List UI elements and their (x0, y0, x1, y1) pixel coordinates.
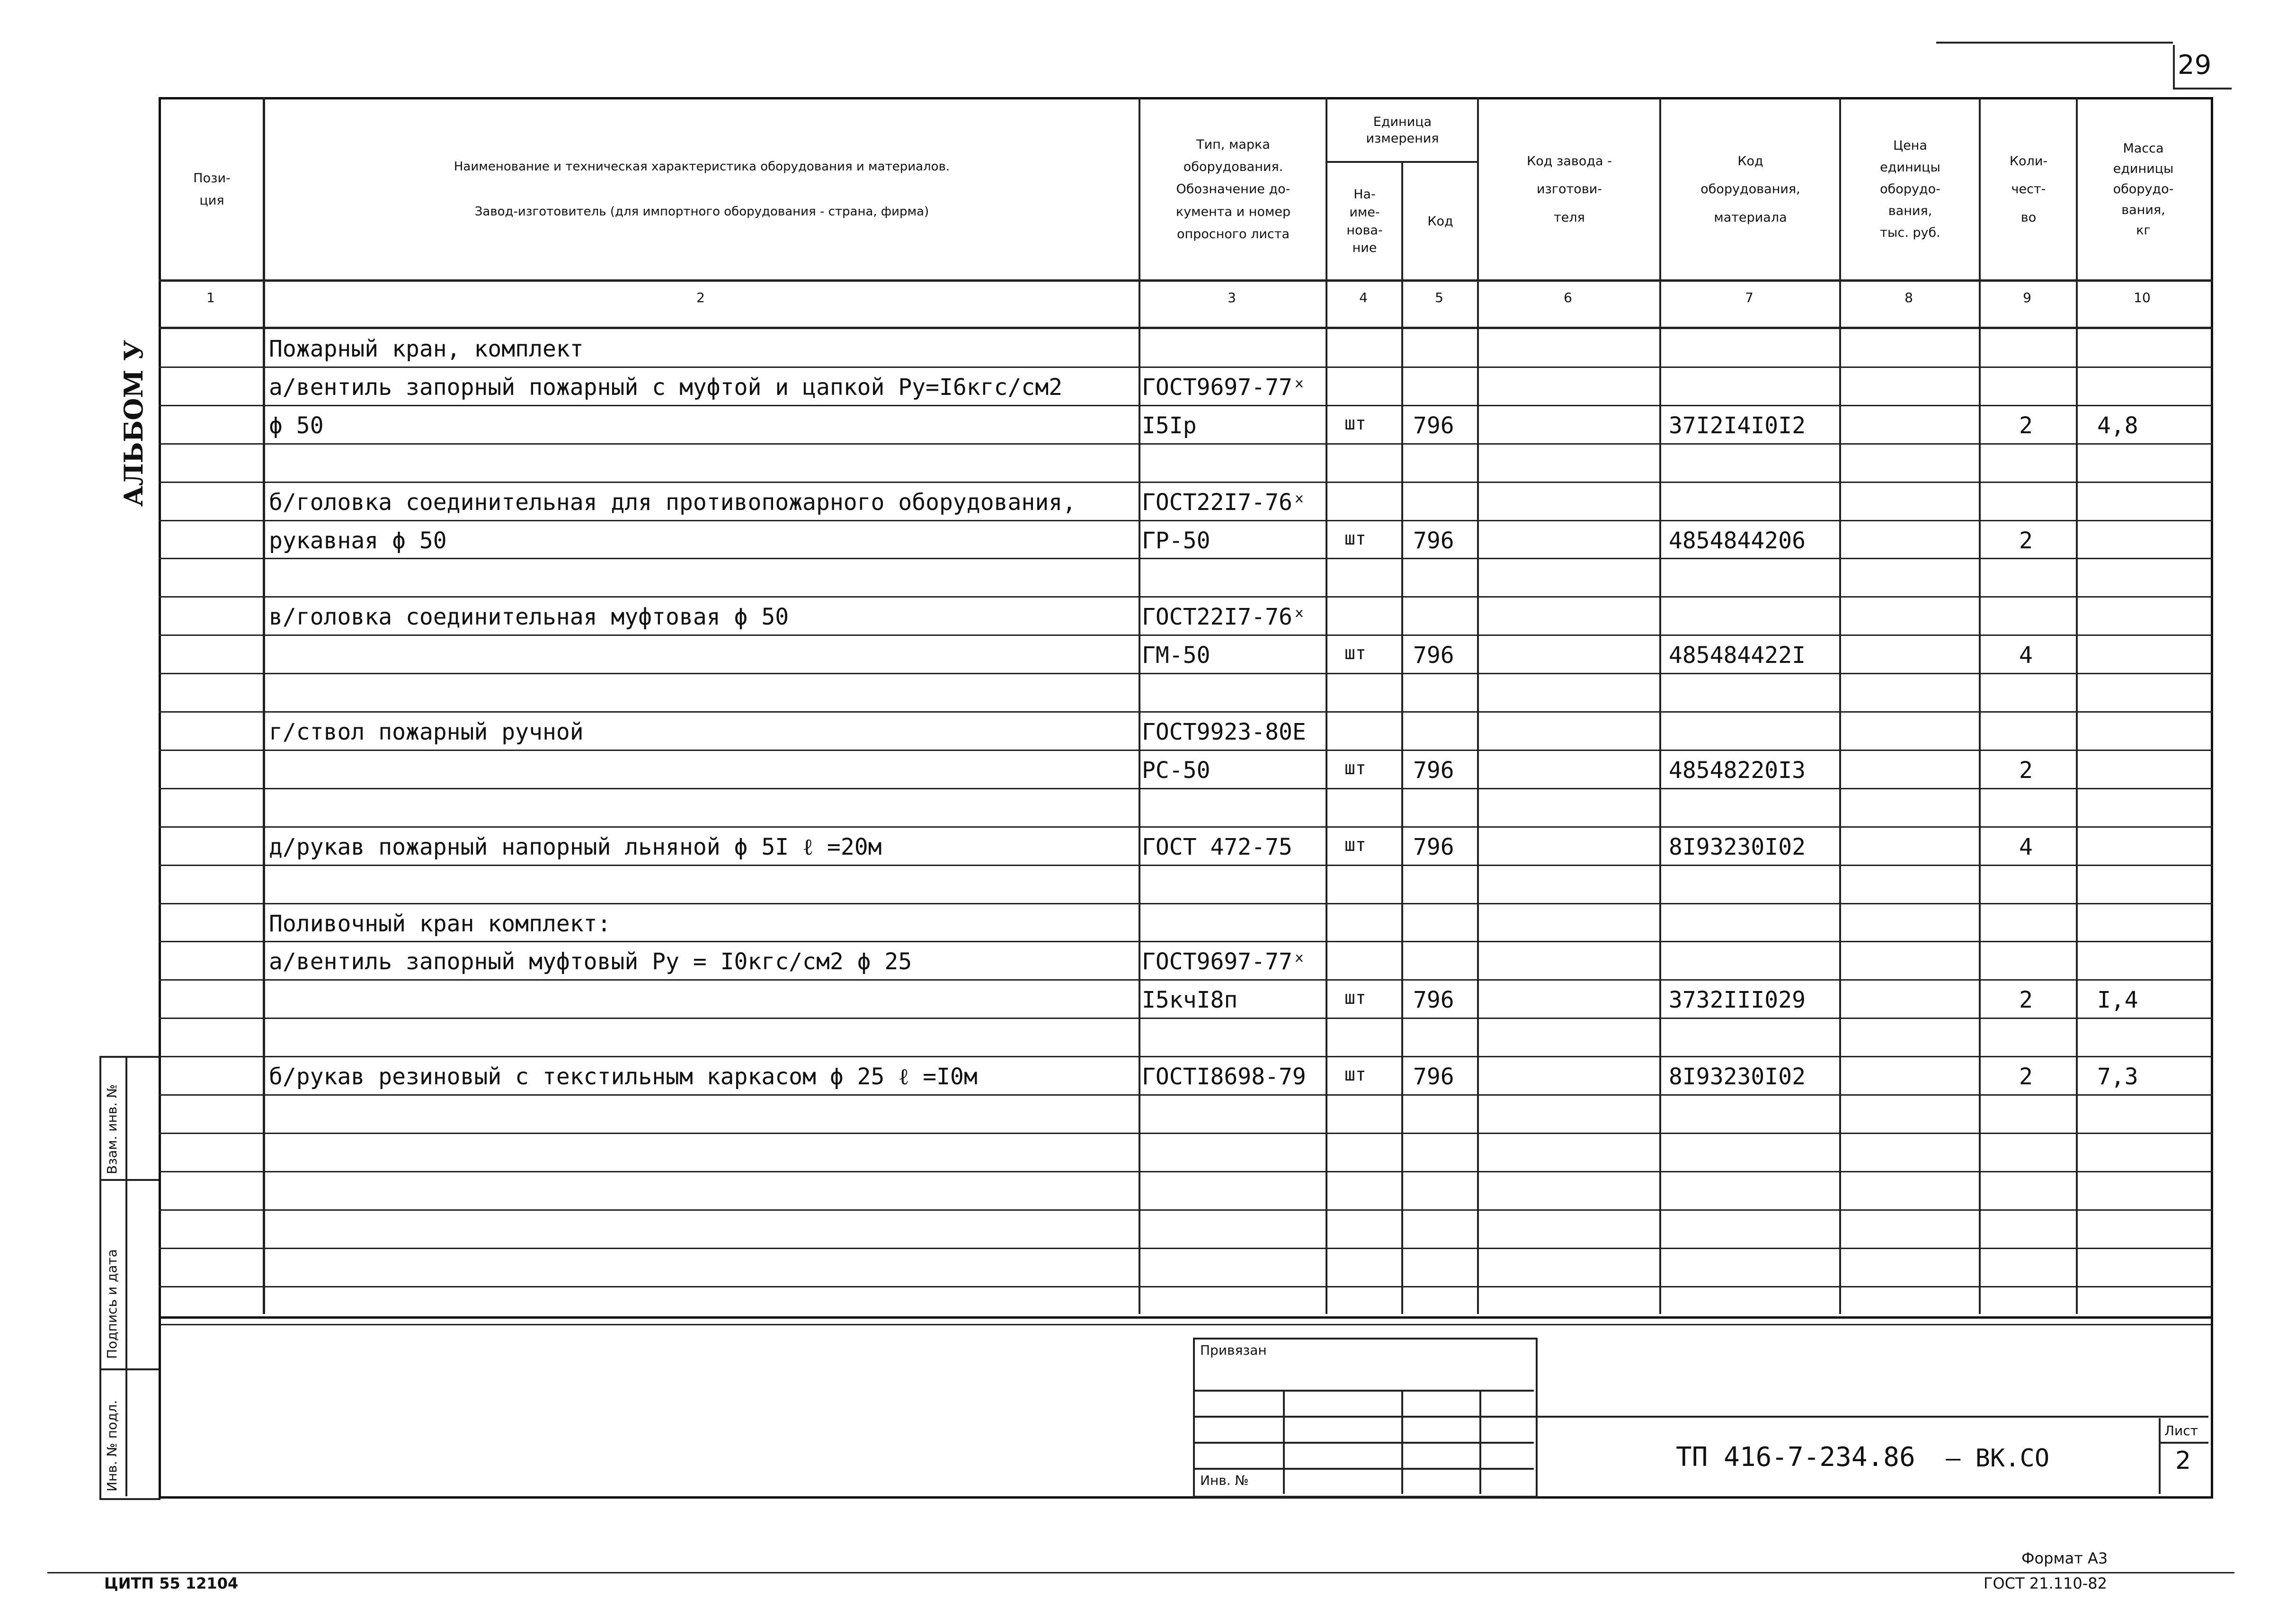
row-name: рукавная ϕ 50 (269, 527, 447, 554)
row-quantity: 4 (2019, 833, 2033, 860)
binding-col-1 (1283, 1390, 1285, 1494)
row-name: Пожарный кран, комплект (269, 336, 584, 362)
album-label: АЛЬБОМ У (118, 340, 149, 507)
table-row-line (159, 711, 2213, 713)
row-material-code: 8I93230I02 (1669, 1063, 1806, 1090)
document-code: ТП 416-7-234.86 (1676, 1442, 1915, 1473)
row-name: б/рукав резиновый с текстильным каркасом ϕ 25 ℓ =I0м (269, 1063, 978, 1090)
row-unit-code: 796 (1413, 987, 1454, 1014)
row-name: д/рукав пожарный напорный льняной ϕ 5I ℓ =20м (269, 833, 882, 860)
table-row-line (159, 366, 2213, 368)
column-number: 3 (1228, 290, 1236, 305)
row-mass: 4,8 (2097, 412, 2138, 439)
row-unit-code: 796 (1413, 1063, 1454, 1090)
column-number: 10 (2134, 290, 2151, 305)
column-number: 9 (2023, 290, 2031, 305)
row-quantity: 2 (2019, 527, 2033, 554)
side-stamp-divider (125, 1056, 127, 1496)
row-name: а/вентиль запорный муфтовый Ру = I0кгс/см2 ϕ 25 (269, 948, 912, 975)
col-line-5 (1477, 97, 1479, 1314)
column-number: 7 (1745, 290, 1753, 305)
row-unit-code: 796 (1413, 833, 1454, 860)
row-type: ГМ-50 (1142, 642, 1210, 669)
row-name: Поливочный кран комплект: (269, 910, 611, 937)
table-row-line (159, 405, 2213, 406)
table-row-line (159, 673, 2213, 674)
header-type: Тип, марка оборудования. Обозначение до- кумента и номер опросного листа (1175, 137, 1291, 241)
table-row-line (159, 1094, 2213, 1096)
table-row-line (159, 443, 2213, 445)
row-unit-code: 796 (1413, 412, 1454, 439)
row-type: ГОСТI8698-79 (1142, 1063, 1306, 1090)
table-row-line (159, 1018, 2213, 1019)
column-number: 1 (206, 290, 215, 305)
table-row-line (159, 865, 2213, 866)
row-type: ГОСТ22I7-76ˣ (1142, 604, 1306, 631)
table-row-line (159, 788, 2213, 789)
sheet-box-rule (2159, 1442, 2208, 1444)
binding-rule-4 (1193, 1468, 1534, 1470)
header-bottom-rule (159, 279, 2213, 282)
footer-gost: ГОСТ 21.110-82 (1984, 1574, 2107, 1592)
header-price: Цена единицы оборудо- вания, тыс. руб. (1880, 138, 1940, 240)
table-row-line (159, 1133, 2213, 1134)
row-quantity: 2 (2019, 987, 2033, 1014)
row-material-code: 485484422I (1669, 642, 1806, 669)
sheet-number: 2 (2175, 1447, 2191, 1475)
footer-rule (47, 1572, 2234, 1573)
page-number: 29 (2178, 50, 2212, 80)
row-type: ГОСТ9697-77ˣ (1142, 374, 1306, 401)
col-line-6 (1659, 97, 1661, 1314)
row-unit-name: шт (1344, 1064, 1366, 1085)
table-row-line (159, 1286, 2213, 1287)
row-material-code: 8I93230I02 (1669, 833, 1806, 860)
table-row-line (159, 1248, 2213, 1249)
row-type: ГОСТ 472-75 (1142, 833, 1292, 860)
side-stamp-replaced-inv: Взам. инв. № (104, 1084, 120, 1174)
row-name: в/головка соединительная муфтовая ϕ 50 (269, 604, 789, 631)
col-line-2 (1139, 97, 1140, 1314)
binding-rule-1 (1193, 1390, 1534, 1392)
header-material-code: Код оборудования, материала (1700, 153, 1800, 225)
row-name: а/вентиль запорный пожарный с муфтой и цапкой Ру=I6кгс/см2 (269, 374, 1063, 401)
table-row-line (159, 1056, 2213, 1057)
row-type: ГОСТ9923-80Е (1142, 719, 1306, 745)
row-name: ϕ 50 (269, 412, 324, 439)
binding-label: Привязан (1200, 1342, 1267, 1358)
column-number: 6 (1564, 290, 1572, 305)
row-material-code: 37I2I4I0I2 (1669, 412, 1806, 439)
header-name (265, 99, 1139, 279)
row-mass: 7,3 (2097, 1063, 2138, 1090)
row-quantity: 4 (2019, 642, 2033, 669)
header-factory-code: Код завода - изготови- теля (1527, 153, 1612, 225)
binding-rule-2 (1193, 1416, 1534, 1418)
footer-format: Формат А3 (2021, 1549, 2108, 1567)
row-quantity: 2 (2019, 757, 2033, 784)
row-type: ГОСТ9697-77ˣ (1142, 948, 1306, 975)
header-name-line1: Наименование и техническая характеристика оборудования и материалов. (454, 159, 950, 174)
header-quantity: Коли- чест- во (2009, 153, 2048, 225)
header-name-line2: Завод-изготовитель (для импортного оборудования - страна, фирма) (474, 205, 929, 219)
row-mass: I,4 (2097, 987, 2138, 1014)
document-suffix: — ВК.СО (1946, 1444, 2050, 1473)
row-material-code: 4854844206 (1669, 527, 1806, 554)
table-row-line (159, 941, 2213, 942)
table-row-line (159, 520, 2213, 521)
table-row-line (159, 979, 2213, 981)
row-type: ГР-50 (1142, 527, 1210, 554)
row-material-code: 48548220I3 (1669, 757, 1806, 784)
table-row-line (159, 596, 2213, 598)
binding-col-3 (1479, 1390, 1481, 1494)
header-unit-code: Код (1427, 214, 1453, 229)
sheet-label: Лист (2164, 1423, 2198, 1438)
row-unit-name: шт (1344, 643, 1366, 664)
row-name: г/ствол пожарный ручной (269, 719, 584, 745)
row-quantity: 2 (2019, 1063, 2033, 1090)
row-type: I5Iр (1142, 412, 1197, 439)
side-stamp-rule-1 (99, 1179, 159, 1181)
row-type: РС-50 (1142, 757, 1210, 784)
side-stamp-rule-2 (99, 1368, 159, 1370)
col-line-1 (263, 97, 265, 1314)
row-unit-name: шт (1344, 757, 1366, 778)
row-name: б/головка соединительная для противопожарного оборудования, (269, 489, 1077, 516)
colnum-bottom-rule (159, 327, 2213, 329)
footer-left-code: ЦИТП 55 12104 (104, 1574, 239, 1592)
col-line-4 (1401, 161, 1403, 1314)
row-material-code: 3732III029 (1669, 987, 1806, 1014)
binding-rule-3 (1193, 1442, 1534, 1444)
table-row-line (159, 1209, 2213, 1211)
row-quantity: 2 (2019, 412, 2033, 439)
title-block-main-rule (1534, 1416, 2208, 1418)
column-number: 8 (1904, 290, 1913, 305)
side-stamp-signature-date: Подпись и дата (104, 1249, 120, 1359)
top-border-line (1936, 42, 2173, 44)
binding-col-2 (1401, 1390, 1403, 1494)
row-unit-code: 796 (1413, 527, 1454, 554)
row-type: I5кчI8п (1142, 987, 1238, 1014)
column-number: 2 (696, 290, 705, 305)
header-unit-name: На- име- нова- ние (1346, 187, 1383, 256)
header-unit: Единица измерения (1366, 114, 1439, 146)
table-row-line (159, 1171, 2213, 1172)
row-unit-name: шт (1344, 412, 1366, 434)
table-row-line (159, 750, 2213, 751)
row-unit-name: шт (1344, 987, 1366, 1009)
col-line-8 (1979, 97, 1981, 1314)
col-line-9 (2076, 97, 2078, 1314)
column-number: 5 (1435, 290, 1443, 305)
table-row-line (159, 903, 2213, 904)
row-type: ГОСТ22I7-76ˣ (1142, 489, 1306, 516)
row-unit-name: шт (1344, 527, 1366, 549)
row-unit-name: шт (1344, 834, 1366, 855)
row-unit-code: 796 (1413, 642, 1454, 669)
side-stamp-original-inv: Инв. № подл. (104, 1400, 120, 1492)
table-row-line (159, 558, 2213, 559)
row-unit-code: 796 (1413, 757, 1454, 784)
inventory-number-label: Инв. № (1200, 1473, 1249, 1488)
table-row-line (159, 634, 2213, 636)
column-number: 4 (1359, 290, 1368, 305)
table-row-line (159, 482, 2213, 483)
header-position: Пози- ция (193, 170, 231, 208)
col-line-7 (1839, 97, 1841, 1314)
header-mass: Масса единицы оборудо- вания, кг (2113, 141, 2174, 238)
col-line-3 (1326, 97, 1327, 1314)
table-row-line (159, 826, 2213, 828)
